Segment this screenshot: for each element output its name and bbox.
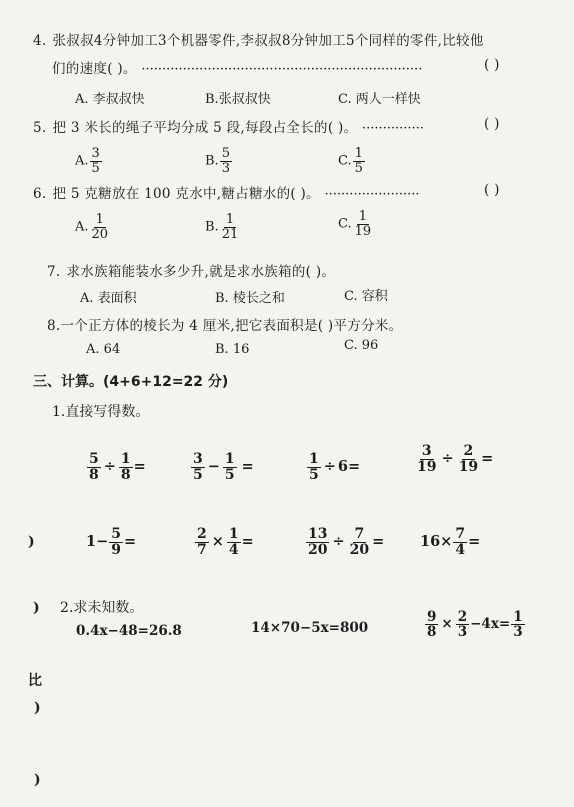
answer-paren[interactable]: ( )	[484, 116, 500, 132]
calc-item	[306, 452, 360, 482]
fraction: $\frac{3}{19}$	[417, 443, 437, 475]
calc-item	[305, 527, 384, 557]
fraction: $\frac{1}{20}$	[91, 212, 109, 242]
operator: −	[207, 458, 220, 476]
question-text: 把 5 克糖放在 100 克水中,糖占糖水的( )。	[52, 186, 320, 202]
option-b[interactable]	[205, 213, 241, 241]
fraction: $\frac{5}{9}$	[111, 526, 121, 558]
option-text: 张叔叔快	[218, 92, 271, 107]
fraction: $\frac{1}{19}$	[354, 209, 372, 239]
question-5	[33, 116, 483, 136]
operand: 1−	[86, 533, 109, 551]
option-b[interactable]	[205, 147, 233, 175]
equals: =	[241, 533, 254, 551]
option-c[interactable]	[344, 285, 388, 304]
question-number: 7.	[47, 264, 61, 280]
question-7	[47, 260, 335, 280]
equals: =	[124, 533, 137, 551]
question-4-line1	[33, 29, 484, 49]
equals: =	[481, 450, 494, 468]
option-text: 表面积	[97, 291, 137, 306]
option-c[interactable]	[344, 338, 378, 353]
operator: ×	[211, 533, 224, 551]
subsection-title: 1.直接写得数。	[52, 404, 150, 420]
equals: =	[133, 458, 146, 476]
option-text: 16	[232, 342, 250, 357]
option-letter: A.	[80, 291, 94, 306]
fraction: $\frac{1}{8}$	[120, 451, 131, 483]
question-text: 们的速度( )。	[52, 61, 137, 77]
option-letter: C.	[338, 216, 352, 232]
operand: 6	[337, 458, 348, 476]
fraction: $\frac{13}{20}$	[308, 526, 328, 558]
fraction: $\frac{1}{5}$	[354, 146, 363, 176]
operator: ÷	[323, 458, 336, 476]
option-letter: B.	[215, 342, 229, 357]
option-a[interactable]	[75, 147, 103, 175]
question-number: 4.	[33, 33, 47, 49]
fraction: $\frac{9}{8}$	[427, 609, 437, 641]
fraction: $\frac{1}{21}$	[221, 212, 239, 242]
option-letter: B.	[215, 291, 229, 306]
option-c[interactable]	[338, 88, 421, 107]
option-letter: B.	[205, 153, 219, 169]
equation-2: 14×70−5x=800	[251, 620, 369, 636]
option-b[interactable]	[215, 342, 249, 357]
option-letter: C.	[344, 289, 358, 304]
question-number: 6.	[33, 186, 47, 202]
operand: 16×	[420, 533, 453, 551]
question-text: 一个正方体的棱长为 4 厘米,把它表面积是( )平方分米。	[60, 318, 403, 334]
question-6	[33, 182, 483, 202]
equation-middle: −4x=	[470, 616, 511, 633]
fraction: $\frac{5}{8}$	[89, 451, 99, 483]
fraction: $\frac{1}{5}$	[309, 451, 319, 483]
operator: ×	[441, 616, 453, 633]
option-letter: A.	[75, 92, 89, 107]
subsection-title: 2.求未知数。	[60, 600, 144, 616]
fraction: $\frac{3}{5}$	[91, 146, 100, 176]
calc-item	[86, 527, 136, 557]
option-letter: A.	[75, 153, 89, 169]
leader-dots: ···············	[361, 121, 424, 136]
fraction: $\frac{5}{3}$	[221, 146, 230, 176]
option-c[interactable]	[338, 147, 366, 175]
option-letter: C.	[338, 153, 352, 169]
equals: =	[348, 458, 361, 476]
operator: ÷	[103, 458, 116, 476]
fraction: $\frac{3}{5}$	[193, 451, 203, 483]
option-b[interactable]	[215, 287, 285, 306]
margin-paren: )	[34, 700, 41, 716]
option-text: 棱长之和	[232, 291, 285, 306]
equation-1: 0.4x−48=26.8	[76, 623, 182, 639]
fraction: $\frac{7}{20}$	[349, 526, 370, 558]
option-text: 两人一样快	[355, 92, 421, 107]
fraction: $\frac{2}{7}$	[197, 526, 207, 558]
calc-item	[86, 452, 146, 482]
question-text: 张叔叔4分钟加工3个机器零件,李叔叔8分钟加工5个同样的零件,比较他	[52, 33, 484, 49]
leader-dots: ·······················	[324, 187, 420, 202]
calc-item	[420, 527, 480, 557]
answer-paren[interactable]: ( )	[484, 57, 500, 73]
option-letter: C.	[338, 92, 352, 107]
margin-char: 比	[28, 673, 42, 689]
fraction: $\frac{2}{3}$	[457, 609, 468, 641]
question-number: 8.	[47, 318, 61, 334]
option-letter: A.	[75, 219, 89, 235]
equation-3	[424, 610, 526, 639]
option-text: 容积	[361, 289, 388, 304]
question-text: 把 3 米长的绳子平均分成 5 段,每段占全长的( )。	[52, 120, 358, 136]
option-text: 64	[103, 342, 121, 357]
option-text: 96	[361, 338, 379, 353]
question-8	[47, 314, 402, 334]
fraction: $\frac{2}{19}$	[458, 443, 479, 475]
equals: =	[372, 533, 385, 551]
fraction: $\frac{1}{3}$	[513, 609, 523, 641]
fraction: $\frac{1}{5}$	[224, 451, 235, 483]
option-letter: C.	[344, 338, 358, 353]
section-title: 三、计算。(4+6+12=22 分)	[33, 374, 229, 390]
operator: ÷	[332, 533, 345, 551]
equals: =	[468, 533, 481, 551]
option-a[interactable]	[75, 213, 111, 241]
answer-paren[interactable]: ( )	[484, 182, 500, 198]
leader-dots: ····································································	[141, 62, 423, 77]
question-text: 求水族箱能装水多少升,就是求水族箱的( )。	[66, 264, 336, 280]
option-a[interactable]	[75, 88, 145, 107]
option-letter: B.	[205, 219, 219, 235]
option-letter: A.	[86, 342, 100, 357]
question-4-line2	[52, 57, 532, 77]
question-number: 5.	[33, 120, 47, 136]
calc-item	[194, 527, 254, 557]
option-text: 李叔叔快	[92, 92, 145, 107]
option-a[interactable]	[86, 342, 120, 357]
option-a[interactable]	[80, 287, 137, 306]
calc-item	[414, 444, 493, 474]
calc-item	[190, 452, 254, 482]
operator: ÷	[441, 450, 454, 468]
margin-paren: )	[28, 534, 35, 550]
option-c[interactable]	[338, 210, 374, 238]
margin-paren: )	[33, 600, 40, 616]
equals: =	[241, 458, 254, 476]
fraction: $\frac{1}{4}$	[228, 526, 239, 558]
option-b[interactable]	[205, 88, 271, 107]
margin-paren: )	[34, 772, 41, 788]
option-letter: B.	[205, 92, 219, 107]
fraction: $\frac{7}{4}$	[455, 526, 466, 558]
